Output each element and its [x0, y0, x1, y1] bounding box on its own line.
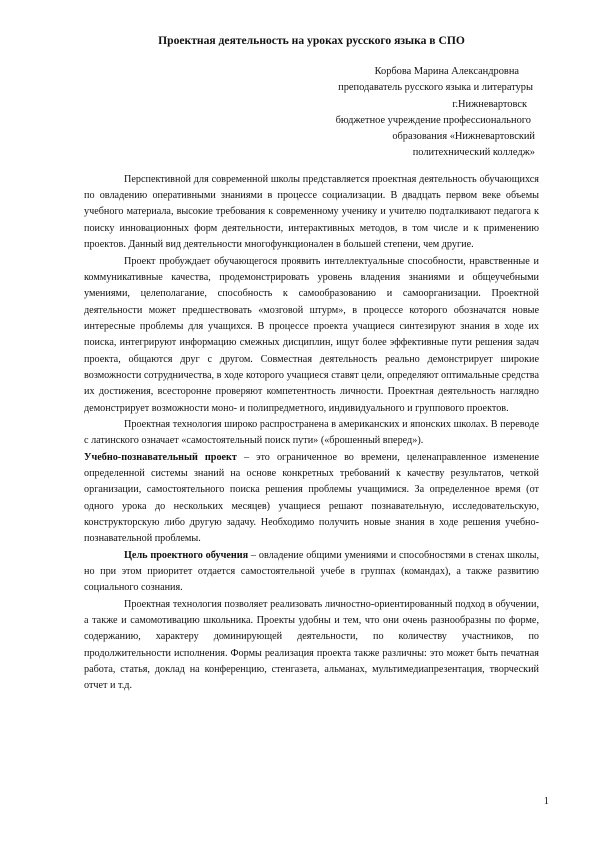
document-title: Проектная деятельность на уроках русского языка в СПО [158, 34, 465, 47]
paragraph-4-text: – это ограниченное во времени, целенаправленное изменение определенной системы знаний на основе конкретных требований к качеству результатов, четкой организации, самостоятельного поиска решения проблемы учащимися. За определенное время (от одного урока до нескольких месяцев) учащиеся решают познавательную, исследовательскую, конструкторскую либо другую задачу. Необходимо получить новые знания в ходе решения учебно-познавательной проблемы. [84, 451, 539, 545]
paragraph-2: Проект пробуждает обучающегося проявить интеллектуальные способности, нравственные и коммуникативные качества, продемонстрировать уровень владения знаниями и общеучебными умениями, целеполагание, способность к самообразованию и самоорганизации. Проектной деятельности может предшествовать «мозговой штурм», в процессе которого обозначатся новые интересные проблемы для учащихся. В процессе проекта учащиеся синтезируют знания в ходе их поиска, интегрируют информацию смежных дисциплин, ищут более эффективные пути решения задач проекта, общаются друг с другом. Совместная деятельность реально демонстрирует широкие возможности сотрудничества, в ходе которого учащиеся ставят цели, определяют оптимальные средства их достижения, всесторонне проверяют компетентность личности. Проектная деятельность наглядно демонстрирует возможности моно- и полипредметного, индивидуального и группового проектов. [84, 255, 539, 414]
author-org-line1: бюджетное учреждение профессионального [335, 114, 531, 126]
author-name: Корбова Марина Александровна [374, 66, 519, 77]
paragraph-4 [84, 450, 539, 548]
paragraph-4-term: Учебно-познавательный проект [84, 451, 237, 463]
paragraph-3: Проектная технология широко распространена в американских и японских школах. В переводе с латинского означает «самостоятельный поиск пути» («брошенный вперед»). [84, 418, 539, 447]
paragraph-5-term: Цель проектного обучения [124, 549, 249, 561]
author-org-line3: политехнический колледж» [412, 147, 535, 159]
body-text [84, 172, 539, 695]
author-org-line2: образования «Нижневартовский [392, 131, 535, 143]
paragraph-6: Проектная технология позволяет реализовать личностно-ориентированный подход в обучении, а также и самомотивацию школьника. Проекты удобны и тем, что они очень разнообразны по форме, содержанию, характеру доминирующей деятельности, по количеству участников, по продолжительности исполнения. Формы реализация проекта также различны: это может быть печатная работа, статья, доклад на конференцию, стенгазета, альманах, мультимедиапрезентация, творческий отчет и т.д. [84, 598, 539, 692]
author-position: преподаватель русского языка и литературы [338, 82, 533, 94]
author-block [84, 64, 539, 162]
page-number: 1 [543, 796, 549, 807]
paragraph-5 [84, 548, 539, 597]
paragraph-1: Перспективной для современной школы представляется проектная деятельность обучающихся по овладению оперативными знаниями в процессе социализации. В двадцать первом веке объемы учебного материала, высокие требования к современному ученику и учителю подталкивают педагога к поиску инновационных форм деятельности, интерактивных методов, в том числе и к применению проектов. Данный вид деятельности многофункционален в большей степени, чем другие. [84, 173, 539, 251]
author-city: г.Нижневартовск [452, 98, 527, 110]
paragraph-5-text: – овладение общими умениями и способностями в стенах школы, но при этом приоритет отдается самостоятельной учебе в группах (командах), а также развитию социального сознания. [84, 549, 539, 594]
